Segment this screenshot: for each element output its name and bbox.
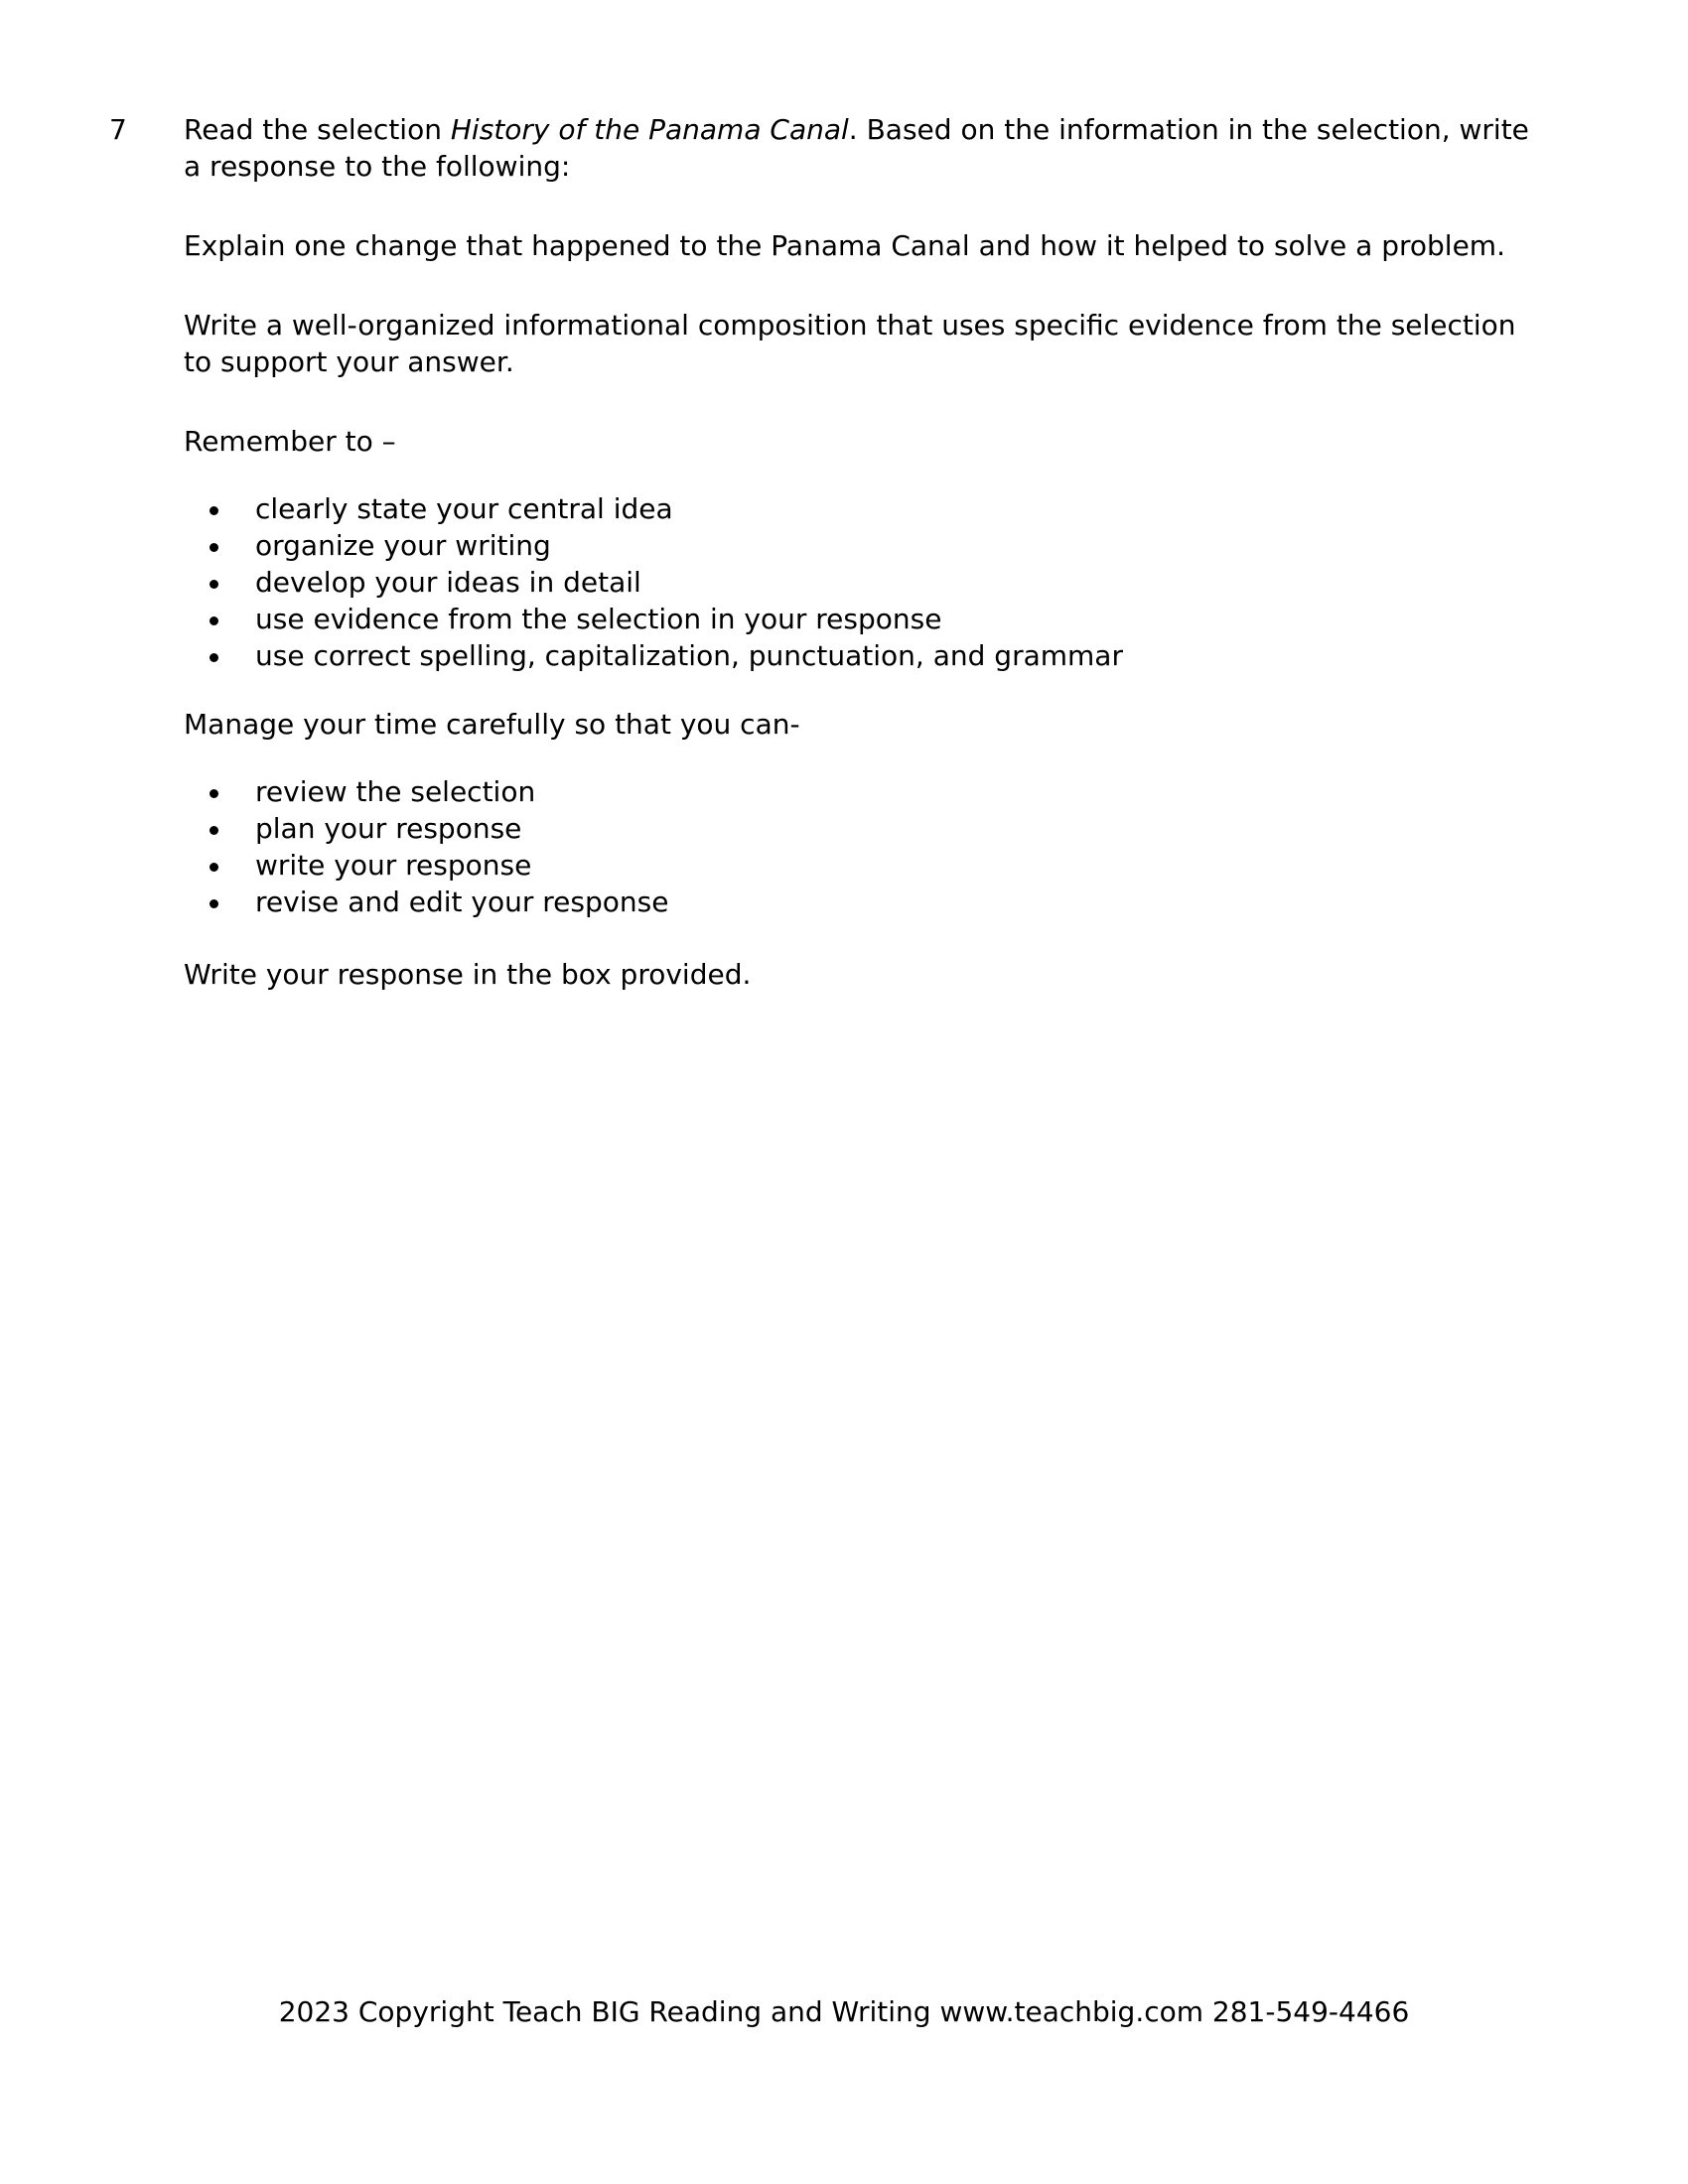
bullet-dot-icon [210,789,218,798]
prompt-intro-paragraph [184,111,1552,185]
list-item [184,773,1559,810]
list-item-label: use evidence from the selection in your response [255,603,942,635]
list-item-label: plan your response [255,812,522,845]
closing-instruction: Write your response in the box provided. [184,958,752,991]
bullet-dot-icon [210,580,218,589]
question-block [109,111,1559,993]
list-item-label: use correct spelling, capitalization, punctuation, and grammar [255,639,1123,672]
prompt-instruction-paragraph: Write a well-organized informational composition that uses specific evidence from the selection to support your answer. [184,309,1516,378]
list-item [184,810,1559,847]
list-item [184,601,1559,637]
list-item [184,884,1559,920]
list-item-label: revise and edit your response [255,886,669,918]
bullet-dot-icon [210,616,218,625]
bullet-dot-icon [210,899,218,908]
bullet-dot-icon [210,506,218,515]
list-item [184,527,1559,564]
bullet-dot-icon [210,653,218,662]
prompt-intro-after-title: . Based on the information in the selection, write a response to the following: [184,113,1529,183]
list-item [184,564,1559,601]
bullet-dot-icon [210,826,218,835]
remember-bullet-list [184,490,1559,674]
question-body [184,111,1559,993]
list-item-label: organize your writing [255,529,551,562]
prompt-intro-before-title: Read the selection [184,113,451,146]
question-number: 7 [109,113,127,146]
manage-time-bullet-list [184,773,1559,920]
question-row [109,111,1559,993]
page-footer: 2023 Copyright Teach BIG Reading and Writing www.teachbig.com 281-549-4466 [278,1995,1410,2028]
prompt-task-paragraph: Explain one change that happened to the Panama Canal and how it helped to solve a problem. [184,229,1505,262]
list-item-label: review the selection [255,775,536,808]
list-item-label: write your response [255,849,532,882]
selection-title: History of the Panama Canal [450,113,849,146]
list-item-label: clearly state your central idea [255,492,673,525]
list-item [184,637,1559,674]
manage-time-heading: Manage your time carefully so that you can- [184,708,800,741]
bullet-dot-icon [210,863,218,872]
bullet-dot-icon [210,543,218,552]
list-item [184,847,1559,884]
remember-heading: Remember to – [184,425,396,458]
list-item [184,490,1559,527]
list-item-label: develop your ideas in detail [255,566,641,599]
